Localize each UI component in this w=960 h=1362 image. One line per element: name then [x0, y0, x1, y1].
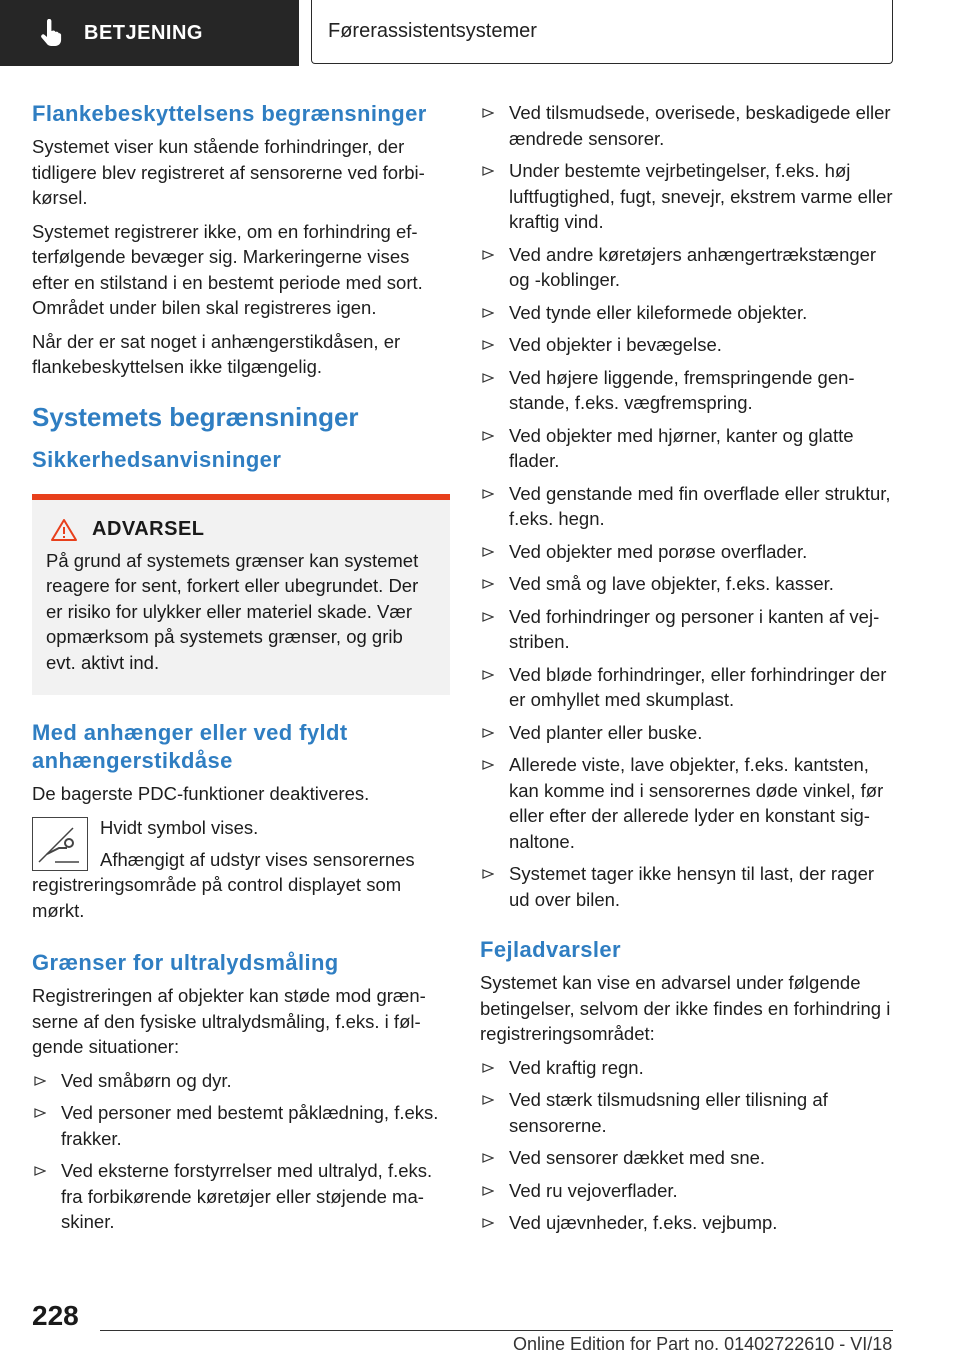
triangle-bullet-icon	[482, 249, 494, 261]
chapter-label: Førerassistentsystemer	[328, 20, 537, 42]
list-item: Systemet tager ikke hensyn til last, der rager ud over bilen.	[480, 861, 898, 912]
list-item: Ved andre køretøjers anhængertrækstænger og -koblinger.	[480, 242, 898, 293]
ultrasound-list	[32, 1068, 450, 1235]
triangle-bullet-icon	[482, 372, 494, 384]
right-column	[480, 100, 898, 1244]
list-item: Ved små og lave objekter, f.eks. kasser.	[480, 571, 898, 597]
triangle-bullet-icon	[482, 759, 494, 771]
triangle-bullet-icon	[482, 1152, 494, 1164]
triangle-bullet-icon	[34, 1075, 46, 1087]
chapter-tab	[311, 0, 893, 64]
heading-trailer: Med anhænger eller ved fyldt anhængerstikdåse	[32, 720, 348, 773]
list-item: Ved tynde eller kileformede objekter.	[480, 300, 898, 326]
triangle-bullet-icon	[482, 430, 494, 442]
list-item: Ved sensorer dækket med sne.	[480, 1145, 898, 1171]
list-item: Ved forhindringer og personer i kanten af vejstriben.	[480, 604, 898, 655]
paragraph: Når der er sat noget i anhængerstikdåsen, er flankebeskyttelsen ikke tilgængelig.	[32, 330, 401, 377]
list-item: Allerede viste, lave objekter, f.eks. kantsten, kan komme ind i sensorernes døde vinkel, før eller efter der allerede lyder en konstant signaltone.	[480, 752, 898, 854]
heading-safety: Sikkerhedsanvisninger	[32, 446, 282, 472]
heading-fault-warnings: Fejladvarsler	[480, 937, 621, 962]
warning-text: På grund af systemets grænser kan systemet reagere for sent, forkert eller ubegrundet. Der er risiko for ulykker eller materiel skade. Vær opmærksom på systemets grænser, og grib evt. aktivt ind.	[46, 549, 419, 673]
triangle-bullet-icon	[482, 611, 494, 623]
heading-system-limits: Systemets begrænsninger	[32, 401, 359, 432]
heading-flank: Flankebeskyttelsens begrænsninger	[32, 101, 427, 126]
triangle-bullet-icon	[482, 488, 494, 500]
symbol-row	[32, 815, 450, 875]
triangle-bullet-icon	[482, 1094, 494, 1106]
list-item: Ved objekter med hjørner, kanter og glatte flader.	[480, 423, 898, 474]
list-item: Ved objekter med porøse overflader.	[480, 539, 898, 565]
triangle-bullet-icon	[482, 546, 494, 558]
heading-ultrasound: Grænser for ultralydsmåling	[32, 950, 339, 975]
triangle-bullet-icon	[482, 339, 494, 351]
list-item: Ved stærk tilsmudsning eller tilisning af sensorerne.	[480, 1087, 898, 1138]
triangle-bullet-icon	[482, 727, 494, 739]
limitations-list	[480, 100, 898, 912]
list-item: Ved planter eller buske.	[480, 720, 898, 746]
warning-title: ADVARSEL	[92, 518, 205, 540]
hand-pointer-icon	[36, 18, 66, 48]
list-item: Ved personer med bestemt påklædning, f.eks. frakker.	[32, 1100, 450, 1151]
triangle-bullet-icon	[482, 1217, 494, 1229]
symbol-text: Afhængigt af udstyr vises sensorernes registreringsområde på control displayet som mørkt.	[32, 848, 415, 921]
paragraph: Systemet registrerer ikke, om en forhindring efterfølgende bevæger sig. Markeringerne vises efter en stilstand i en bestemt periode med sort. Området under bilen skal registreres igen.	[32, 220, 423, 318]
edition-info: Online Edition for Part no. 01402722610 - VI/18	[513, 1334, 893, 1354]
page-number: 228	[32, 1300, 79, 1331]
triangle-bullet-icon	[482, 1062, 494, 1074]
list-item: Ved ujævnheder, f.eks. vejbump.	[480, 1210, 898, 1236]
list-item: Ved objekter i bevægelse.	[480, 332, 898, 358]
list-item: Ved højere liggende, fremspringende genstande, f.eks. vægfremspring.	[480, 365, 898, 416]
list-item: Ved genstande med fin overflade eller struktur, f.eks. hegn.	[480, 481, 898, 532]
paragraph: Systemet viser kun stående forhindringer, der tidligere blev registreret af sensorerne ved forbikørsel.	[32, 136, 425, 208]
section-tab	[0, 0, 299, 66]
left-column	[32, 100, 450, 1243]
triangle-bullet-icon	[482, 107, 494, 119]
list-item: Ved bløde forhindringer, eller forhindringer der er omhyllet med skumplast.	[480, 662, 898, 713]
trailer-hitch-symbol-icon	[32, 817, 88, 871]
paragraph: Registreringen af objekter kan støde mod grænserne af den fysiske ultralydsmåling, f.eks. i følgende situationer:	[32, 985, 426, 1057]
triangle-bullet-icon	[482, 868, 494, 880]
triangle-bullet-icon	[482, 1185, 494, 1197]
list-item: Ved tilsmudsede, overisede, beskadigede eller ændrede sensorer.	[480, 100, 898, 151]
paragraph: Systemet kan vise en advarsel under følgende betingelser, selvom der ikke findes en forhindring i registreringsområdet:	[480, 972, 891, 1044]
section-label: BETJENING	[84, 21, 203, 44]
triangle-bullet-icon	[34, 1107, 46, 1119]
triangle-bullet-icon	[482, 307, 494, 319]
list-item: Under bestemte vejrbetingelser, f.eks. høj luftfugtighed, fugt, snevejr, ekstrem varme eller kraftig vind.	[480, 158, 898, 235]
footer-divider	[100, 1330, 893, 1331]
triangle-bullet-icon	[482, 578, 494, 590]
list-item: Ved ru vejoverflader.	[480, 1178, 898, 1204]
symbol-text: Hvidt symbol vises.	[100, 816, 259, 838]
triangle-bullet-icon	[34, 1165, 46, 1177]
triangle-bullet-icon	[482, 165, 494, 177]
paragraph: De bagerste PDC-funktioner deaktiveres.	[32, 783, 370, 804]
triangle-bullet-icon	[482, 669, 494, 681]
list-item: Ved småbørn og dyr.	[32, 1068, 450, 1094]
fault-list	[480, 1055, 898, 1236]
warning-triangle-icon	[50, 518, 78, 542]
list-item: Ved kraftig regn.	[480, 1055, 898, 1081]
list-item: Ved eksterne forstyrrelser med ultralyd, f.eks. fra forbikørende køretøjer eller støjende maskiner.	[32, 1158, 450, 1235]
warning-box	[32, 494, 450, 696]
